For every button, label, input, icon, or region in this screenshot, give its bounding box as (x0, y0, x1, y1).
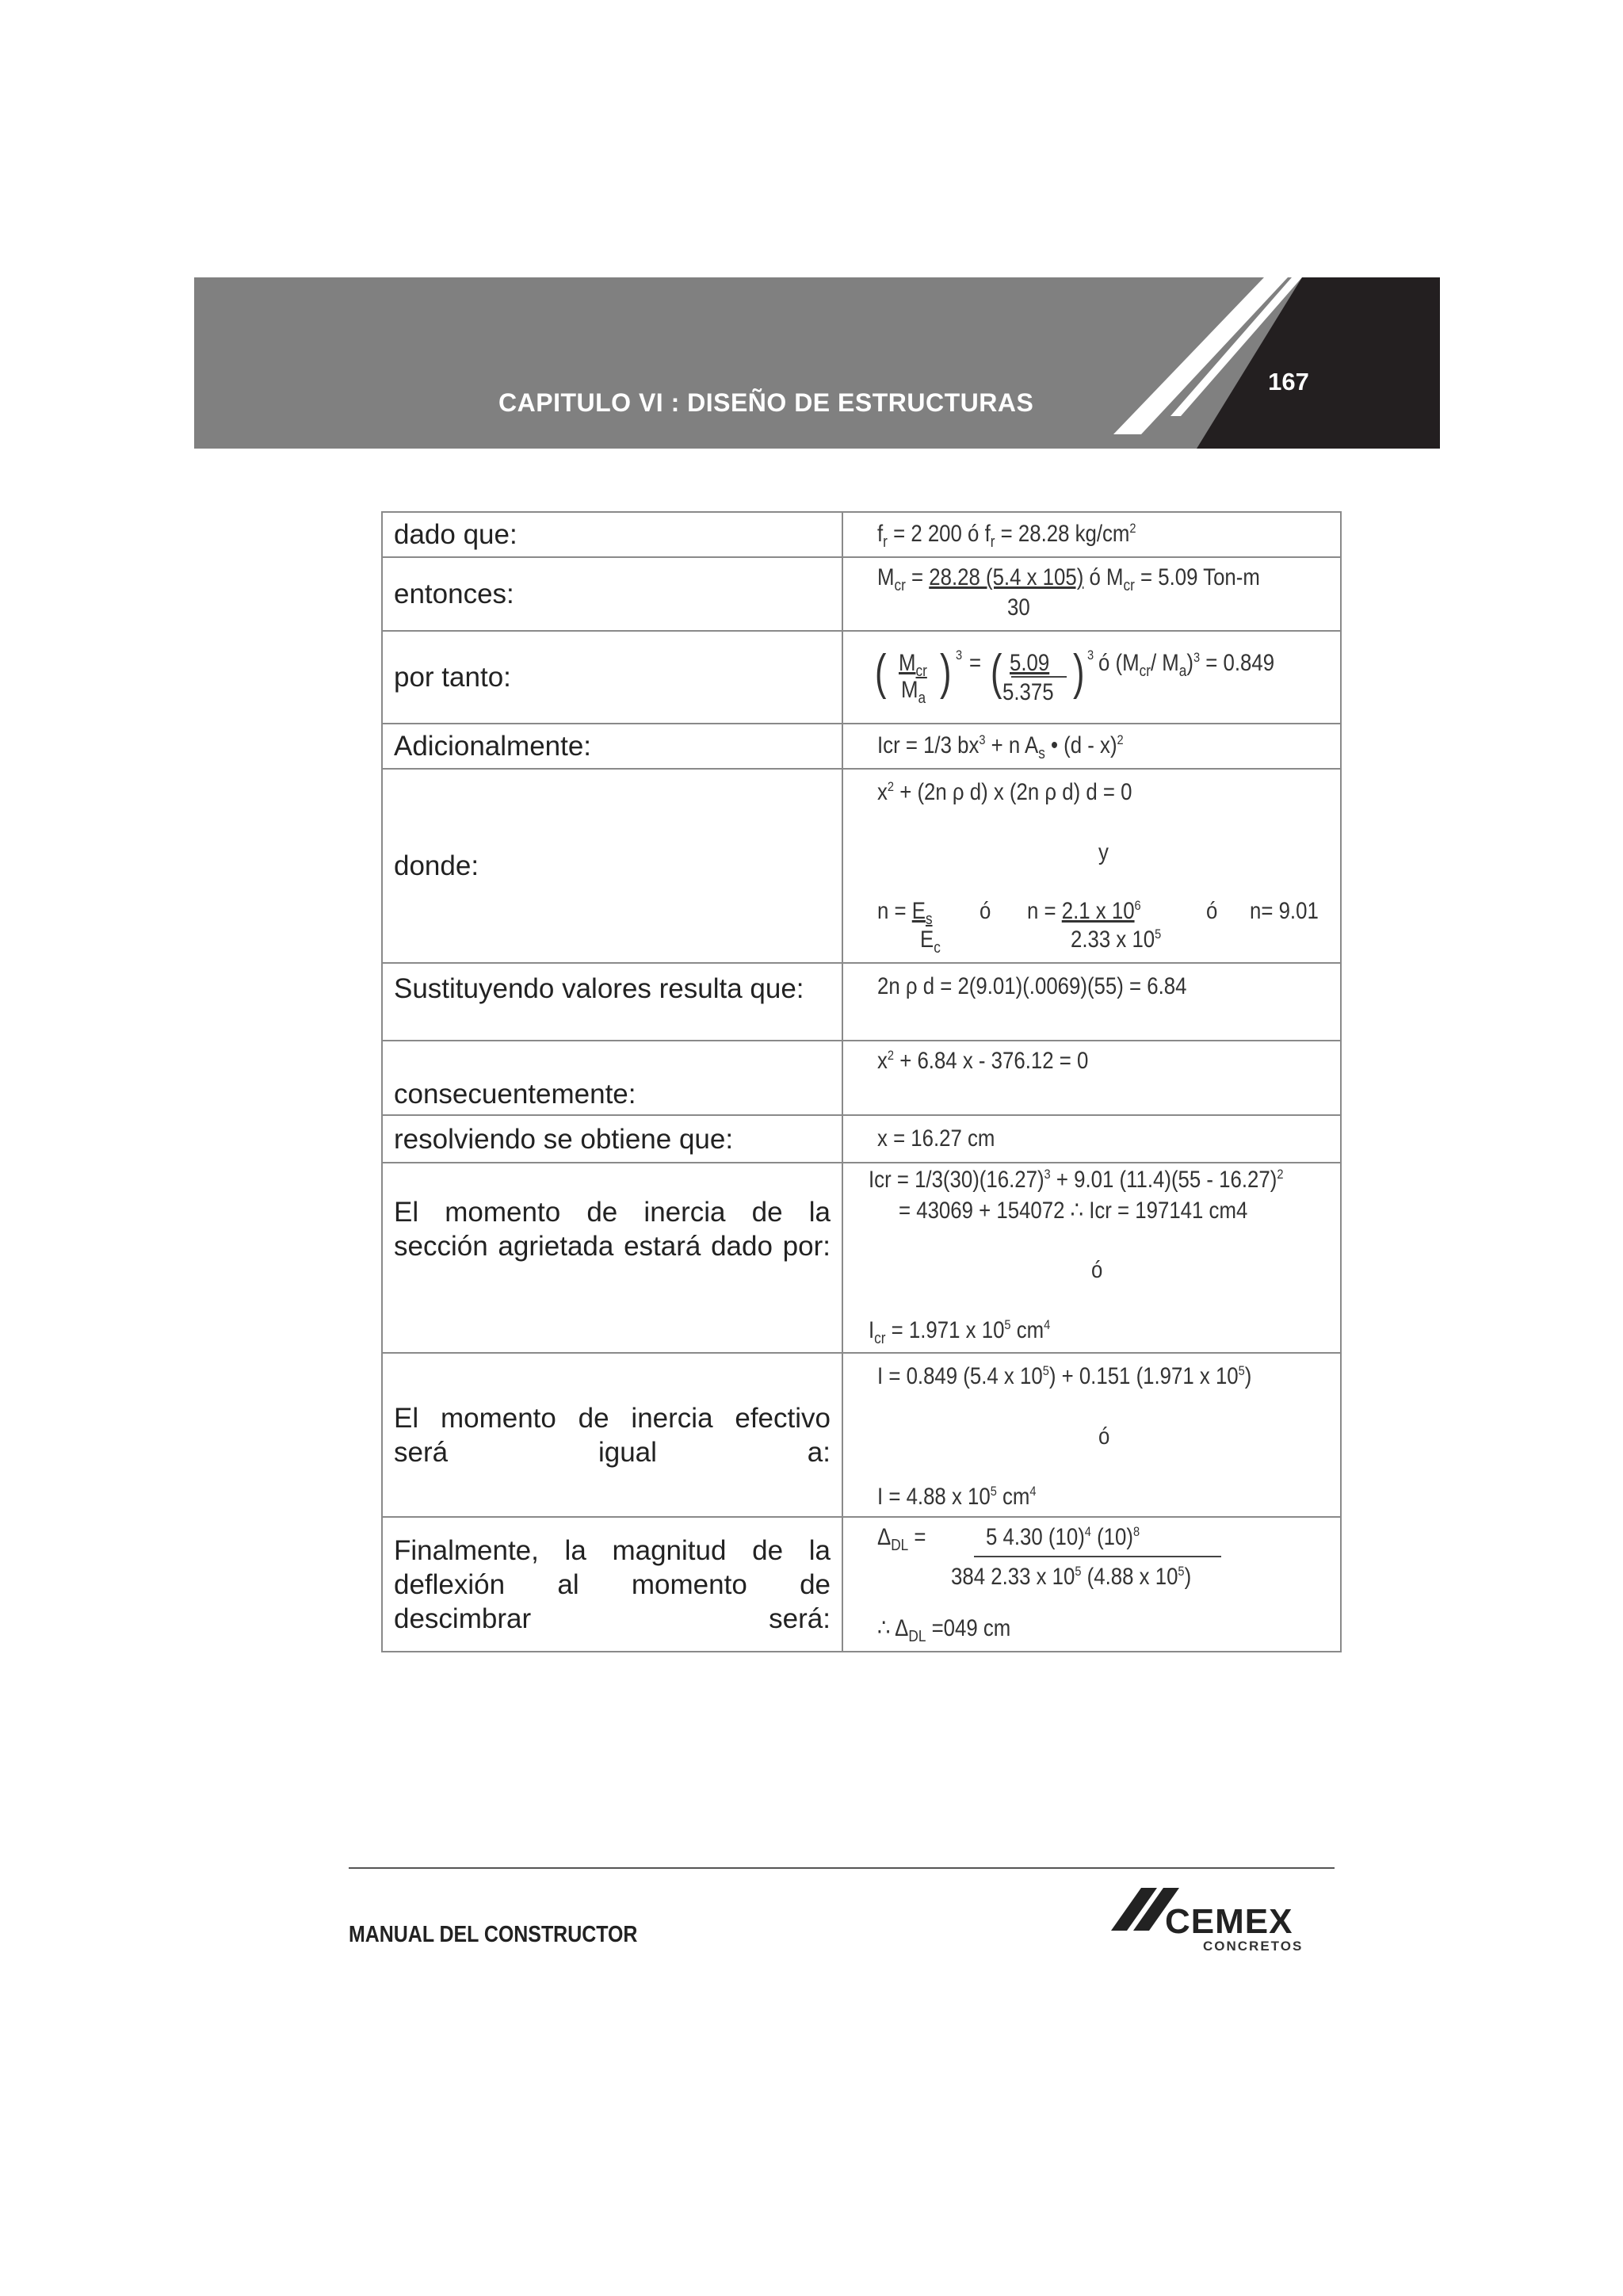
formula-ratio-den1: $M_a$ (901, 677, 926, 707)
row-formula: ( $M_{cr}$ $M_a$ ) $^3$ = ( 5.09 5.375 ) $^3$ ó ($M_{cr}/$ $M_a)^3 = 0.849$ (842, 631, 1341, 724)
formula-result: x = 16.27 cm (877, 1125, 995, 1152)
table-row (382, 769, 1341, 963)
row-formula (842, 963, 1341, 1041)
row-label: entonces: (382, 557, 842, 631)
formula-n-ratio: n = 2.1 x $10^6$ (1027, 898, 1141, 924)
page-number: 167 (1268, 368, 1309, 395)
row-formula (842, 724, 1341, 769)
row-formula (842, 1353, 1341, 1517)
table-row (382, 1163, 1341, 1353)
formula-n-denominator: 2.33 x $10^5$ (1071, 926, 1162, 953)
formula-quadratic: $x^2 + (2n$ ρ d) x (2n ρ d) d = 0 (877, 779, 1132, 805)
row-formula (842, 1517, 1341, 1652)
formula-icr: Icr = 1/3 $bx^3 + n$ $A_s$ • (d - x)$^2$ (877, 732, 1124, 762)
formula-effective-inertia: I = 0.849 (5.4 x $10^5) + 0.151$ (1.971 x $10^5$) (877, 1363, 1252, 1389)
table-row (382, 963, 1341, 1041)
formula-ratio-num1: $M_{cr}$ (899, 650, 927, 680)
formula-ratio-result: ó ($M_{cr}/$ $M_a)^3 = 0.849$ (1098, 650, 1275, 680)
formula-icr-final: $I_{cr} = 1.971$ x $10^5$ $cm^4$ (869, 1317, 1051, 1347)
logo-wordmark: CEMEX (1165, 1902, 1293, 1941)
formula-n-result: n= 9.01 (1250, 898, 1319, 924)
table-row (382, 1517, 1341, 1652)
row-label: consecuentemente: (382, 1041, 842, 1115)
formula-effective-result: I = 4.88 x $10^5$ $cm^4$ (877, 1484, 1037, 1510)
banner-graphic (194, 277, 1440, 449)
chapter-banner (194, 277, 1440, 449)
chapter-title: CAPITULO VI : DISEÑO DE ESTRUCTURAS (498, 388, 1034, 417)
row-formula (842, 1041, 1341, 1115)
row-formula (842, 1115, 1341, 1163)
formula-mcr-denominator: 30 (1007, 594, 1030, 621)
formula-y: y (1098, 839, 1109, 865)
formula-ratio-den2: 5.375 (1002, 679, 1054, 705)
formula-deflection-numerator: 5 4.30 $(10)^4$ $(10)^8$ (986, 1524, 1140, 1550)
table-row (382, 631, 1341, 724)
row-label: resolviendo se obtiene que: (382, 1115, 842, 1163)
row-label: Sustituyendo valores resulta que: (382, 963, 842, 1041)
formula-ec: $E_c$ (920, 926, 941, 957)
row-label: Finalmente, la magnitud de la deflexión al momento de descimbrar será: (382, 1517, 842, 1652)
formula-n: $n = E_s$ (877, 898, 933, 928)
logo-subtitle: CONCRETOS (1203, 1939, 1304, 1954)
row-formula (842, 557, 1341, 631)
formula-substitution: 2n ρ d = 2(9.01)(.0069)(55) = 6.84 (877, 973, 1187, 999)
table-row (382, 1115, 1341, 1163)
row-label: por tanto: (382, 631, 842, 724)
row-formula (842, 512, 1341, 557)
row-label: dado que: (382, 512, 842, 557)
formula-deflection-result: ∴ $\Delta_{DL} =049$ cm (877, 1615, 1011, 1645)
formula-or: ó (1098, 1423, 1110, 1450)
formula-or: ó (1091, 1257, 1103, 1283)
table-row (382, 1353, 1341, 1517)
calculation-table (381, 511, 1342, 1652)
formula-consequent: $x^2 + 6.84$ x - 376.12 = 0 (877, 1048, 1089, 1074)
row-formula: $x^2 + (2n$ ρ d) x (2n ρ d) d = 0 y $n = E_s$ ó n = 2.1 x $10^6$ ó n= 9.01 $E_c$ 2.33 x $10^5$ (842, 769, 1341, 963)
row-label: El momento de inercia efectivo será igual a: (382, 1353, 842, 1517)
row-label: Adicionalmente: (382, 724, 842, 769)
formula-deflection-denominator: 384 2.33 x $10^5$ (4.88 x $10^5$) (951, 1564, 1192, 1590)
table-row (382, 724, 1341, 769)
formula-icr-expanded: Icr = $1/3(30)(16.27)^3 + 9.01$ (11.4)(55 - 16.27)$^2$ (869, 1167, 1284, 1193)
table-row (382, 512, 1341, 557)
footer-title: MANUAL DEL CONSTRUCTOR (349, 1922, 638, 1947)
footer-divider (349, 1867, 1335, 1869)
formula-deflection: $\Delta_{DL}$ = (877, 1524, 926, 1554)
formula-ratio-num2: 5.09 (1010, 650, 1050, 676)
table-row (382, 557, 1341, 631)
table-row (382, 1041, 1341, 1115)
row-label: donde: (382, 769, 842, 963)
formula-mcr: $M_{cr} = 28.28$ (5.4 x 105) ó $M_{cr} = 5.09$ Ton-m (877, 564, 1260, 594)
formula-fr: $f_r = 2$ 200 ó $f_r = 28.28$ $kg/cm^2$ (877, 521, 1136, 551)
formula-icr-sum: = 43069 + 154072 ∴ Icr = 197141 cm4 (899, 1198, 1248, 1224)
row-formula (842, 1163, 1341, 1353)
row-label: El momento de inercia de la sección agrietada estará dado por: (382, 1163, 842, 1353)
